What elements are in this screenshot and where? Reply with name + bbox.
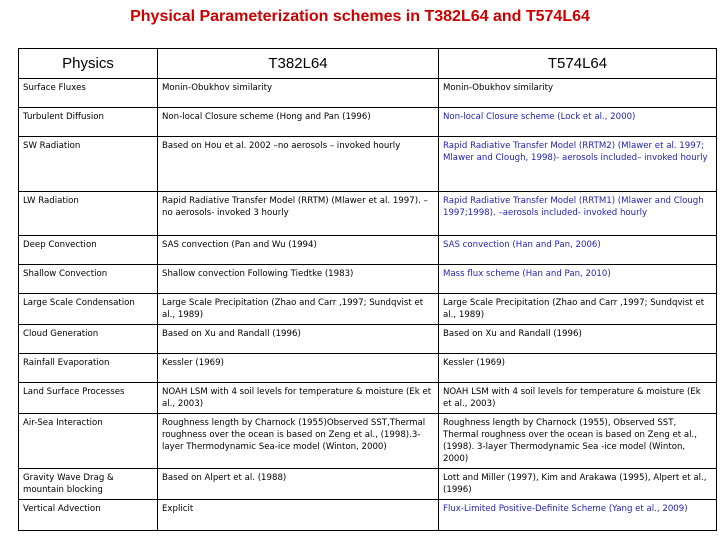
table-row bbox=[19, 265, 717, 294]
t574-cell: Roughness length by Charnock (1955), Observed SST, Thermal roughness over the ocean is based on Zeng et al., (1998). 3-layer Thermodynamic Sea -ice model (Winton, 2000) bbox=[439, 414, 717, 469]
physics-cell: Turbulent Diffusion bbox=[19, 108, 158, 137]
table-row bbox=[19, 325, 717, 354]
physics-cell: LW Radiation bbox=[19, 192, 158, 236]
t382-cell: Kessler (1969) bbox=[158, 354, 439, 383]
t574-cell: Kessler (1969) bbox=[439, 354, 717, 383]
table-row bbox=[19, 108, 717, 137]
t574-cell: Rapid Radiative Transfer Model (RRTM1) (Mlawer and Clough 1997;1998). –aerosols included- invoked hourly bbox=[439, 192, 717, 236]
table-row bbox=[19, 354, 717, 383]
t574-cell: Based on Xu and Randall (1996) bbox=[439, 325, 717, 354]
t382-cell: Roughness length by Charnock (1955)Observed SST,Thermal roughness over the ocean is based on Zeng et al., (1998).3-layer Thermodynamic Sea-ice model (Winton, 2000) bbox=[158, 414, 439, 469]
t382-cell: Shallow convection Following Tiedtke (1983) bbox=[158, 265, 439, 294]
t574-cell: Lott and Miller (1997), Kim and Arakawa (1995), Alpert et al., (1996) bbox=[439, 469, 717, 500]
physics-cell: Land Surface Processes bbox=[19, 383, 158, 414]
t382-cell: Large Scale Precipitation (Zhao and Carr ,1997; Sundqvist et al., 1989) bbox=[158, 294, 439, 325]
table-row bbox=[19, 500, 717, 531]
physics-cell: Deep Convection bbox=[19, 236, 158, 265]
header-physics: Physics bbox=[19, 49, 158, 79]
t574-cell: Mass flux scheme (Han and Pan, 2010) bbox=[439, 265, 717, 294]
header-t574l64: T574L64 bbox=[439, 49, 717, 79]
table-row bbox=[19, 137, 717, 192]
table-row bbox=[19, 79, 717, 108]
table-row bbox=[19, 236, 717, 265]
t382-cell: SAS convection (Pan and Wu (1994) bbox=[158, 236, 439, 265]
t574-cell: Non-local Closure scheme (Lock et al., 2000) bbox=[439, 108, 717, 137]
physics-cell: Surface Fluxes bbox=[19, 79, 158, 108]
physics-cell: Vertical Advection bbox=[19, 500, 158, 531]
table-row bbox=[19, 192, 717, 236]
physics-comparison-table bbox=[18, 48, 717, 531]
t382-cell: Based on Hou et al. 2002 –no aerosols – invoked hourly bbox=[158, 137, 439, 192]
t382-cell: Monin-Obukhov similarity bbox=[158, 79, 439, 108]
table-row bbox=[19, 469, 717, 500]
t382-cell: NOAH LSM with 4 soil levels for temperature & moisture (Ek et al., 2003) bbox=[158, 383, 439, 414]
t382-cell: Based on Xu and Randall (1996) bbox=[158, 325, 439, 354]
t382-cell: Explicit bbox=[158, 500, 439, 531]
header-t382l64: T382L64 bbox=[158, 49, 439, 79]
table-row bbox=[19, 294, 717, 325]
t574-cell: Flux-Limited Positive-Definite Scheme (Yang et al., 2009) bbox=[439, 500, 717, 531]
page-title: Physical Parameterization schemes in T382L64 and T574L64 bbox=[130, 8, 590, 25]
physics-cell: Rainfall Evaporation bbox=[19, 354, 158, 383]
t574-cell: Monin-Obukhov similarity bbox=[439, 79, 717, 108]
physics-cell: Cloud Generation bbox=[19, 325, 158, 354]
t574-cell: NOAH LSM with 4 soil levels for temperature & moisture (Ek et al., 2003) bbox=[439, 383, 717, 414]
physics-cell: SW Radiation bbox=[19, 137, 158, 192]
physics-cell: Gravity Wave Drag & mountain blocking bbox=[19, 469, 158, 500]
t382-cell: Based on Alpert et al. (1988) bbox=[158, 469, 439, 500]
t382-cell: Non-local Closure scheme (Hong and Pan (1996) bbox=[158, 108, 439, 137]
physics-cell: Large Scale Condensation bbox=[19, 294, 158, 325]
table-row bbox=[19, 383, 717, 414]
t382-cell: Rapid Radiative Transfer Model (RRTM) (Mlawer et al. 1997). –no aerosols- invoked 3 hourly bbox=[158, 192, 439, 236]
t574-cell: SAS convection (Han and Pan, 2006) bbox=[439, 236, 717, 265]
physics-cell: Shallow Convection bbox=[19, 265, 158, 294]
t574-cell: Large Scale Precipitation (Zhao and Carr ,1997; Sundqvist et al., 1989) bbox=[439, 294, 717, 325]
physics-cell: Air-Sea Interaction bbox=[19, 414, 158, 469]
table-row bbox=[19, 414, 717, 469]
table-header-row bbox=[19, 49, 717, 79]
t574-cell: Rapid Radiative Transfer Model (RRTM2) (Mlawer et al. 1997; Mlawer and Clough, 1998)- aerosols included– invoked hourly bbox=[439, 137, 717, 192]
